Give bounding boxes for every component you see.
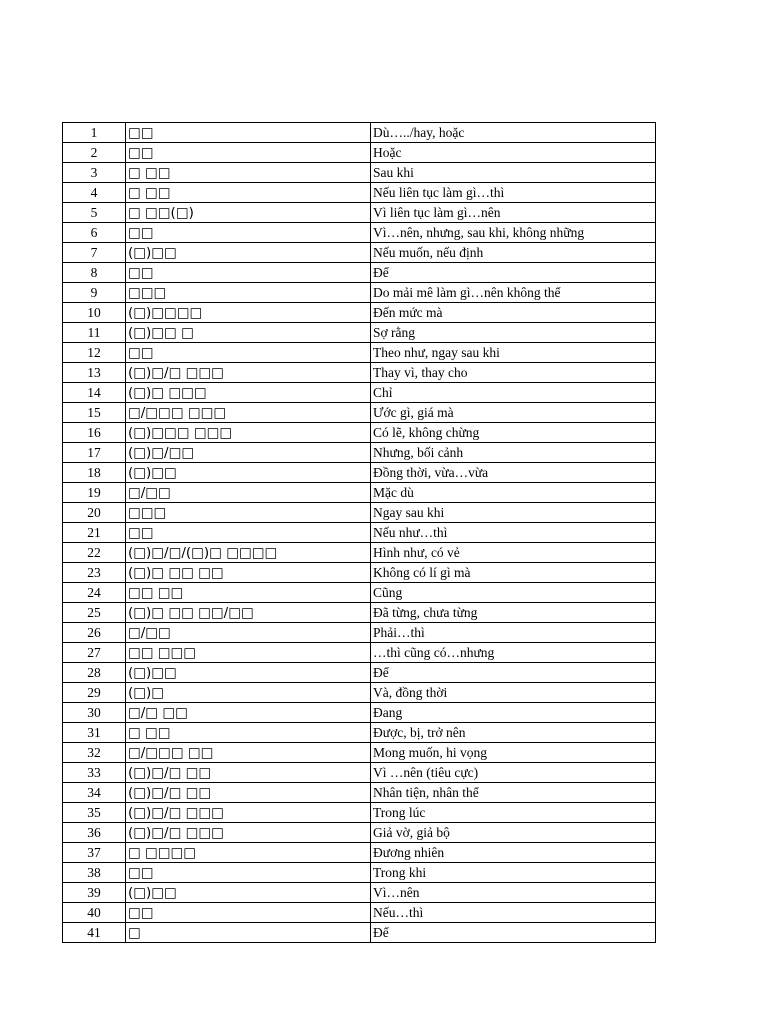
- vietnamese-meaning-cell: Để: [371, 923, 656, 943]
- korean-grammar-cell: □ □□: [126, 183, 371, 203]
- row-number-cell: 33: [63, 763, 126, 783]
- vietnamese-meaning-cell: Trong lúc: [371, 803, 656, 823]
- vietnamese-meaning-cell: Đương nhiên: [371, 843, 656, 863]
- korean-grammar-cell: (□)□□: [126, 463, 371, 483]
- korean-grammar-cell: □ □□: [126, 163, 371, 183]
- table-row: [63, 763, 656, 783]
- korean-grammar-cell: (□)□□ □: [126, 323, 371, 343]
- row-number-cell: 29: [63, 683, 126, 703]
- row-number-cell: 21: [63, 523, 126, 543]
- table-row: [63, 803, 656, 823]
- table-row: [63, 143, 656, 163]
- row-number-cell: 11: [63, 323, 126, 343]
- korean-grammar-cell: □ □□: [126, 723, 371, 743]
- vietnamese-meaning-cell: Nếu…thì: [371, 903, 656, 923]
- table-row: [63, 783, 656, 803]
- vietnamese-meaning-cell: Dù…../hay, hoặc: [371, 123, 656, 143]
- row-number-cell: 39: [63, 883, 126, 903]
- row-number-cell: 30: [63, 703, 126, 723]
- table-row: [63, 163, 656, 183]
- table-row: [63, 403, 656, 423]
- korean-grammar-cell: □: [126, 923, 371, 943]
- row-number-cell: 4: [63, 183, 126, 203]
- vietnamese-meaning-cell: Nếu như…thì: [371, 523, 656, 543]
- row-number-cell: 41: [63, 923, 126, 943]
- grammar-table: [62, 122, 656, 943]
- korean-grammar-cell: (□)□□□ □□□: [126, 423, 371, 443]
- vietnamese-meaning-cell: Sau khi: [371, 163, 656, 183]
- vietnamese-meaning-cell: Đang: [371, 703, 656, 723]
- row-number-cell: 28: [63, 663, 126, 683]
- vietnamese-meaning-cell: Chỉ: [371, 383, 656, 403]
- row-number-cell: 27: [63, 643, 126, 663]
- table-row: [63, 203, 656, 223]
- row-number-cell: 38: [63, 863, 126, 883]
- table-row: [63, 723, 656, 743]
- row-number-cell: 23: [63, 563, 126, 583]
- table-row: [63, 383, 656, 403]
- vietnamese-meaning-cell: Đã từng, chưa từng: [371, 603, 656, 623]
- vietnamese-meaning-cell: Và, đồng thời: [371, 683, 656, 703]
- row-number-cell: 34: [63, 783, 126, 803]
- row-number-cell: 20: [63, 503, 126, 523]
- vietnamese-meaning-cell: Vì liên tục làm gì…nên: [371, 203, 656, 223]
- korean-grammar-cell: (□)□/□ □□□: [126, 363, 371, 383]
- korean-grammar-cell: □□: [126, 343, 371, 363]
- row-number-cell: 13: [63, 363, 126, 383]
- korean-grammar-cell: □□: [126, 523, 371, 543]
- table-row: [63, 523, 656, 543]
- table-row: [63, 543, 656, 563]
- korean-grammar-cell: □ □□(□): [126, 203, 371, 223]
- row-number-cell: 19: [63, 483, 126, 503]
- vietnamese-meaning-cell: Cũng: [371, 583, 656, 603]
- table-row: [63, 863, 656, 883]
- row-number-cell: 5: [63, 203, 126, 223]
- korean-grammar-cell: □/□□□ □□: [126, 743, 371, 763]
- row-number-cell: 35: [63, 803, 126, 823]
- korean-grammar-cell: (□)□/□/(□)□ □□□□: [126, 543, 371, 563]
- vietnamese-meaning-cell: Vì…nên, nhưng, sau khi, không những: [371, 223, 656, 243]
- vietnamese-meaning-cell: Vì…nên: [371, 883, 656, 903]
- vietnamese-meaning-cell: Vì …nên (tiêu cực): [371, 763, 656, 783]
- korean-grammar-cell: (□)□/□ □□□: [126, 823, 371, 843]
- vietnamese-meaning-cell: Để: [371, 263, 656, 283]
- table-row: [63, 683, 656, 703]
- table-row: [63, 643, 656, 663]
- table-row: [63, 823, 656, 843]
- korean-grammar-cell: □□□: [126, 283, 371, 303]
- table-row: [63, 243, 656, 263]
- vietnamese-meaning-cell: Nhưng, bối cảnh: [371, 443, 656, 463]
- korean-grammar-cell: □□: [126, 123, 371, 143]
- korean-grammar-cell: □□: [126, 903, 371, 923]
- table-row: [63, 423, 656, 443]
- korean-grammar-cell: □/□□: [126, 483, 371, 503]
- vietnamese-meaning-cell: Nếu liên tục làm gì…thì: [371, 183, 656, 203]
- korean-grammar-cell: (□)□ □□□: [126, 383, 371, 403]
- row-number-cell: 6: [63, 223, 126, 243]
- row-number-cell: 9: [63, 283, 126, 303]
- vietnamese-meaning-cell: Được, bị, trở nên: [371, 723, 656, 743]
- table-row: [63, 343, 656, 363]
- vietnamese-meaning-cell: Mặc dù: [371, 483, 656, 503]
- table-row: [63, 663, 656, 683]
- table-row: [63, 883, 656, 903]
- vietnamese-meaning-cell: Trong khi: [371, 863, 656, 883]
- row-number-cell: 15: [63, 403, 126, 423]
- table-row: [63, 363, 656, 383]
- table-row: [63, 483, 656, 503]
- korean-grammar-cell: □/□□: [126, 623, 371, 643]
- row-number-cell: 7: [63, 243, 126, 263]
- vietnamese-meaning-cell: Nhân tiện, nhân thể: [371, 783, 656, 803]
- vietnamese-meaning-cell: Theo như, ngay sau khi: [371, 343, 656, 363]
- vietnamese-meaning-cell: Hình như, có vẻ: [371, 543, 656, 563]
- row-number-cell: 12: [63, 343, 126, 363]
- row-number-cell: 2: [63, 143, 126, 163]
- table-row: [63, 843, 656, 863]
- korean-grammar-cell: □□ □□□: [126, 643, 371, 663]
- table-row: [63, 583, 656, 603]
- korean-grammar-cell: (□)□/□ □□: [126, 783, 371, 803]
- table-row: [63, 503, 656, 523]
- vietnamese-meaning-cell: Phải…thì: [371, 623, 656, 643]
- vietnamese-meaning-cell: Ngay sau khi: [371, 503, 656, 523]
- vietnamese-meaning-cell: Đồng thời, vừa…vừa: [371, 463, 656, 483]
- row-number-cell: 14: [63, 383, 126, 403]
- table-row: [63, 283, 656, 303]
- korean-grammar-cell: (□)□ □□ □□: [126, 563, 371, 583]
- table-row: [63, 923, 656, 943]
- table-row: [63, 323, 656, 343]
- row-number-cell: 31: [63, 723, 126, 743]
- table-row: [63, 563, 656, 583]
- vietnamese-meaning-cell: Thay vì, thay cho: [371, 363, 656, 383]
- vietnamese-meaning-cell: Do mải mê làm gì…nên không thể: [371, 283, 656, 303]
- grammar-table-body: [63, 123, 656, 943]
- korean-grammar-cell: □/□ □□: [126, 703, 371, 723]
- row-number-cell: 3: [63, 163, 126, 183]
- korean-grammar-cell: □ □□□□: [126, 843, 371, 863]
- table-row: [63, 183, 656, 203]
- table-row: [63, 703, 656, 723]
- vietnamese-meaning-cell: Để: [371, 663, 656, 683]
- row-number-cell: 8: [63, 263, 126, 283]
- korean-grammar-cell: (□)□: [126, 683, 371, 703]
- row-number-cell: 37: [63, 843, 126, 863]
- korean-grammar-cell: □□: [126, 223, 371, 243]
- korean-grammar-cell: □□: [126, 263, 371, 283]
- row-number-cell: 26: [63, 623, 126, 643]
- table-row: [63, 603, 656, 623]
- korean-grammar-cell: (□)□□: [126, 663, 371, 683]
- korean-grammar-cell: (□)□□: [126, 883, 371, 903]
- row-number-cell: 36: [63, 823, 126, 843]
- vietnamese-meaning-cell: Mong muốn, hi vọng: [371, 743, 656, 763]
- korean-grammar-cell: □□ □□: [126, 583, 371, 603]
- vietnamese-meaning-cell: Sợ rằng: [371, 323, 656, 343]
- table-row: [63, 303, 656, 323]
- vietnamese-meaning-cell: Nếu muốn, nếu định: [371, 243, 656, 263]
- table-row: [63, 463, 656, 483]
- table-row: [63, 743, 656, 763]
- korean-grammar-cell: □□□: [126, 503, 371, 523]
- vietnamese-meaning-cell: Hoặc: [371, 143, 656, 163]
- vietnamese-meaning-cell: Đến mức mà: [371, 303, 656, 323]
- korean-grammar-cell: (□)□□□□: [126, 303, 371, 323]
- table-row: [63, 123, 656, 143]
- row-number-cell: 32: [63, 743, 126, 763]
- korean-grammar-cell: □/□□□ □□□: [126, 403, 371, 423]
- row-number-cell: 40: [63, 903, 126, 923]
- korean-grammar-cell: (□)□/□□: [126, 443, 371, 463]
- row-number-cell: 16: [63, 423, 126, 443]
- table-row: [63, 623, 656, 643]
- korean-grammar-cell: (□)□/□ □□□: [126, 803, 371, 823]
- table-row: [63, 903, 656, 923]
- korean-grammar-cell: □□: [126, 143, 371, 163]
- vietnamese-meaning-cell: Không có lí gì mà: [371, 563, 656, 583]
- vietnamese-meaning-cell: Giả vờ, giả bộ: [371, 823, 656, 843]
- row-number-cell: 10: [63, 303, 126, 323]
- table-row: [63, 223, 656, 243]
- korean-grammar-cell: (□)□ □□ □□/□□: [126, 603, 371, 623]
- table-row: [63, 263, 656, 283]
- row-number-cell: 17: [63, 443, 126, 463]
- vietnamese-meaning-cell: Có lẽ, không chừng: [371, 423, 656, 443]
- row-number-cell: 1: [63, 123, 126, 143]
- vietnamese-meaning-cell: Ước gì, giá mà: [371, 403, 656, 423]
- row-number-cell: 25: [63, 603, 126, 623]
- vietnamese-meaning-cell: …thì cũng có…nhưng: [371, 643, 656, 663]
- korean-grammar-cell: (□)□□: [126, 243, 371, 263]
- korean-grammar-cell: □□: [126, 863, 371, 883]
- row-number-cell: 18: [63, 463, 126, 483]
- row-number-cell: 24: [63, 583, 126, 603]
- row-number-cell: 22: [63, 543, 126, 563]
- korean-grammar-cell: (□)□/□ □□: [126, 763, 371, 783]
- table-row: [63, 443, 656, 463]
